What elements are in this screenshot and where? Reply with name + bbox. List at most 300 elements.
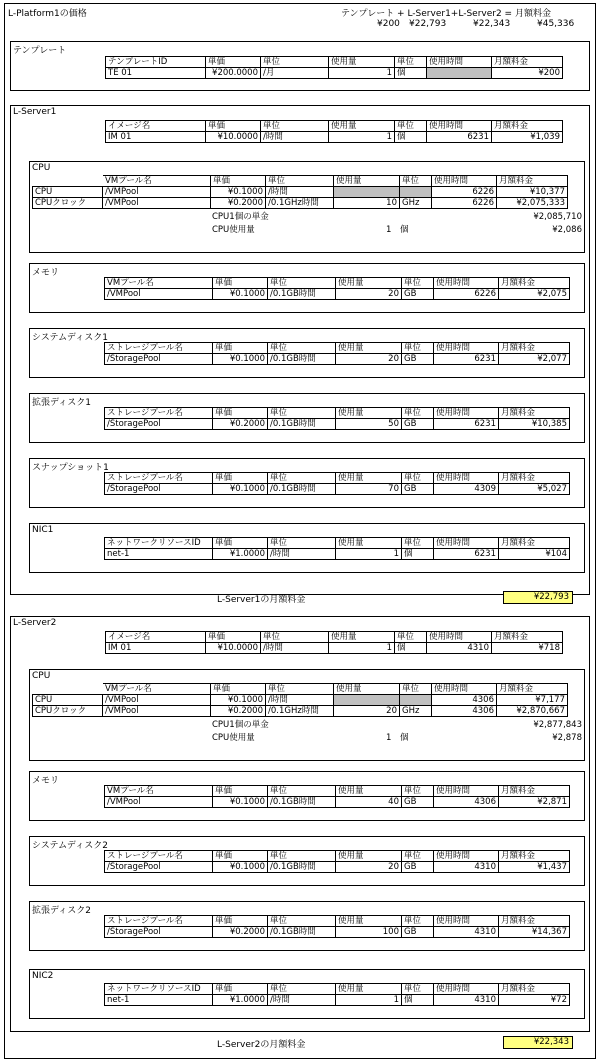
cell: ¥200.0000 [206,68,261,79]
cell [33,684,103,695]
col-header: 月額料金 [492,121,563,132]
cell: /StoragePool [105,484,213,495]
cell: 6226 [434,289,499,300]
server2-cpu-block [29,669,585,761]
col-header: 単位 [395,57,427,68]
cell [400,695,432,706]
col-header: 単位 [400,176,432,187]
col-header: 単位 [402,538,434,549]
template-table [105,56,563,79]
cpu-unit-label: CPU1個の単金 [212,212,269,222]
col-header: 単位 [268,538,336,549]
col-header: テンプレートID [106,57,206,68]
server2-memory-table [104,785,570,808]
table-row [105,927,570,938]
cell: 4306 [432,695,497,706]
cell: ¥0.2000 [213,927,268,938]
col-header: VMプール名 [105,278,213,289]
table-header-row [105,786,570,797]
extdisk-label: 拡張ディスク2 [32,906,92,916]
col-header: 使用時間 [434,984,499,995]
server1-block [10,105,590,595]
cell: /0.1GB時間 [268,289,336,300]
cell: 個 [395,68,427,79]
server1-memory-table [104,277,570,300]
col-header: 月額料金 [499,851,570,862]
cell: net-1 [105,995,213,1006]
nic-label: NIC2 [32,971,54,981]
table-header-row [105,343,570,354]
cell: /0.1GB時間 [268,419,336,430]
cell: ¥10.0000 [206,132,261,143]
cell: /0.1GB時間 [268,354,336,365]
col-header: 単位 [400,684,432,695]
col-header: 単価 [213,984,268,995]
col-header: VMプール名 [103,176,211,187]
col-header: 使用時間 [432,176,497,187]
server2-sysdisk-table [104,850,570,873]
cell: ¥0.1000 [211,695,266,706]
table-row [105,797,570,808]
server1-label: L-Server1 [13,107,57,117]
formula-label: テンプレート + L-Server1+L-Server2 = 月額料金 [341,9,551,19]
col-header: 単位 [402,916,434,927]
table-header-row [105,984,570,995]
cell: /時間 [266,695,334,706]
cell: ¥2,075 [499,289,570,300]
col-header: 単価 [213,408,268,419]
cpu-unit-label: CPU1個の単金 [212,720,269,730]
server1-sysdisk-block [29,328,585,378]
snapshot-label: スナップショット1 [32,463,109,473]
table-header-row [106,121,563,132]
cpu-unit-value: ¥2,877,843 [533,720,582,730]
cell: /StoragePool [105,419,213,430]
cell: 70 [336,484,402,495]
table-header-row [105,851,570,862]
cell: GB [402,484,434,495]
col-header: 単位 [268,851,336,862]
server2-cpu-table [32,683,568,717]
table-row [105,484,570,495]
cell: /時間 [266,187,334,198]
cell: ¥7,177 [497,695,568,706]
server1-snapshot-table [104,472,570,495]
table-row [105,549,570,560]
cell: 4310 [427,643,492,654]
cell: ¥0.1000 [211,187,266,198]
cpu-usage-count: 1 [386,225,392,235]
server1-extdisk-table [104,407,570,430]
col-header: 使用時間 [434,851,499,862]
cell: 個 [395,643,427,654]
col-header: 月額料金 [497,684,568,695]
cell: /月 [261,68,329,79]
cell: ¥10.0000 [206,643,261,654]
server2-block [10,616,590,1032]
cell: /StoragePool [105,862,213,873]
col-header: 使用時間 [434,408,499,419]
col-header: 使用量 [336,343,402,354]
extdisk-label: 拡張ディスク1 [32,398,92,408]
col-header: 使用量 [336,538,402,549]
cell: GB [402,354,434,365]
col-header: 単位 [402,851,434,862]
server1-image-table [105,120,563,143]
cell: 4310 [434,995,499,1006]
cell: 個 [402,549,434,560]
cpu-usage-value: ¥2,086 [552,225,582,235]
cell: 1 [329,132,395,143]
col-header: 使用時間 [427,121,492,132]
table-header-row [105,278,570,289]
col-header: 月額料金 [492,57,563,68]
cell: 40 [336,797,402,808]
table-row [105,354,570,365]
cell: ¥0.2000 [211,198,266,209]
table-row [105,862,570,873]
col-header: 単価 [213,786,268,797]
col-header: 使用量 [336,786,402,797]
col-header: 単価 [213,343,268,354]
col-header: 単価 [213,916,268,927]
formula-server2-value: ¥22,343 [473,19,511,29]
col-header: 月額料金 [499,538,570,549]
server2-sysdisk-block [29,836,585,886]
server1-snapshot-block [29,458,585,508]
total-formula [341,6,591,31]
cell: net-1 [105,549,213,560]
cell: /時間 [268,995,336,1006]
cell: /0.1GHz時間 [266,706,334,717]
server1-nic-table [104,537,570,560]
cell: ¥1.0000 [213,995,268,1006]
col-header: 単位 [268,984,336,995]
cell: 50 [336,419,402,430]
table-row [106,643,563,654]
col-header: ストレージプール名 [105,343,213,354]
col-header: 単価 [213,538,268,549]
cell [334,695,400,706]
col-header: 単位 [261,57,329,68]
server1-cpu-table [32,175,568,209]
col-header: 月額料金 [499,984,570,995]
col-header: 使用時間 [427,57,492,68]
cell: ¥1.0000 [213,549,268,560]
cell: 20 [336,289,402,300]
server2-total-value: ¥22,343 [503,1036,573,1049]
cpu-usage-row [30,733,586,744]
cell [33,176,103,187]
server2-nic-block [29,969,585,1019]
cell: ¥10,385 [499,419,570,430]
cell: 6231 [434,419,499,430]
col-header: ストレージプール名 [105,916,213,927]
col-header: ストレージプール名 [105,473,213,484]
col-header: 使用量 [329,57,395,68]
col-header: 単位 [268,473,336,484]
memory-label: メモリ [32,776,60,786]
col-header: 使用時間 [434,473,499,484]
server2-nic-table [104,983,570,1006]
cell: ¥72 [499,995,570,1006]
cell: TE 01 [106,68,206,79]
col-header: 使用量 [336,984,402,995]
table-row [106,132,563,143]
server1-nic-block [29,523,585,573]
cell: /VMPool [103,706,211,717]
col-header: 単位 [268,278,336,289]
formula-values [341,19,591,31]
cpu-usage-label: CPU使用量 [212,225,255,235]
cpu-usage-label: CPU使用量 [212,733,255,743]
table-header-row [33,684,568,695]
cell: /VMPool [105,797,213,808]
cell: /時間 [268,549,336,560]
server2-memory-block [29,771,585,821]
cell: 6231 [434,549,499,560]
cell: /0.1GB時間 [268,484,336,495]
col-header: 単価 [213,278,268,289]
col-header: 単位 [261,632,329,643]
col-header: 単位 [266,176,334,187]
table-row [105,995,570,1006]
table-row [105,419,570,430]
server1-total-row [5,591,597,605]
col-header: 単価 [213,473,268,484]
table-row [33,695,568,706]
cell: ¥2,870,667 [497,706,568,717]
col-header: 単位 [266,684,334,695]
cell: GB [402,797,434,808]
table-header-row [106,57,563,68]
template-block [10,41,590,91]
cell: /0.1GB時間 [268,797,336,808]
col-header: 使用時間 [434,538,499,549]
col-header: 単位 [268,408,336,419]
cell: GB [402,862,434,873]
col-header: 単位 [395,632,427,643]
cell: 1 [329,643,395,654]
col-header: 単位 [402,408,434,419]
col-header: 単位 [402,984,434,995]
cell: ¥0.1000 [213,484,268,495]
col-header: 単価 [206,632,261,643]
server2-total-label: L-Server2の月額料金 [217,1040,306,1050]
cell: /VMPool [105,289,213,300]
server2-extdisk-block [29,901,585,951]
cell: CPU [33,187,103,198]
cell: CPUクロック [33,706,103,717]
table-row [33,706,568,717]
col-header: ネットワークリソースID [105,984,213,995]
col-header: 使用時間 [434,786,499,797]
cell: /時間 [261,643,329,654]
table-header-row [33,176,568,187]
cell: ¥2,075,333 [497,198,568,209]
cell: 20 [334,706,400,717]
col-header: 使用時間 [434,278,499,289]
cell: ¥2,077 [499,354,570,365]
col-header: 月額料金 [499,473,570,484]
table-header-row [105,538,570,549]
cell: CPU [33,695,103,706]
cell: GB [402,289,434,300]
table-header-row [105,916,570,927]
cell: /0.1GB時間 [268,862,336,873]
cpu-unit-row [30,212,586,223]
cell: ¥104 [499,549,570,560]
cell: GHz [400,198,432,209]
cell: ¥718 [492,643,563,654]
cpu-label: CPU [32,163,51,173]
col-header: 単位 [402,278,434,289]
cell: /0.1GB時間 [268,927,336,938]
col-header: 使用量 [334,176,400,187]
col-header: VMプール名 [103,684,211,695]
cpu-unit-value: ¥2,085,710 [533,212,582,222]
cell [400,187,432,198]
col-header: 使用量 [336,916,402,927]
cell: 4306 [432,706,497,717]
col-header: 使用量 [336,473,402,484]
col-header: 単価 [213,851,268,862]
col-header: 使用時間 [434,343,499,354]
col-header: 月額料金 [499,408,570,419]
cpu-usage-count: 1 [386,733,392,743]
cell: 個 [402,995,434,1006]
col-header: 月額料金 [499,916,570,927]
col-header: 単位 [268,916,336,927]
cpu-usage-row [30,225,586,236]
formula-server1-value: ¥22,793 [409,19,447,29]
col-header: 単位 [402,343,434,354]
cell: ¥0.2000 [213,419,268,430]
cpu-usage-unit: 個 [400,225,409,235]
cell: ¥0.1000 [213,862,268,873]
template-label: テンプレート [13,46,67,56]
col-header: 月額料金 [497,176,568,187]
col-header: 単位 [395,121,427,132]
cell: ¥1,437 [499,862,570,873]
server1-sysdisk-table [104,342,570,365]
cell: 1 [336,995,402,1006]
col-header: 使用量 [336,278,402,289]
cell: 6226 [432,187,497,198]
col-header: 単位 [268,343,336,354]
server1-total-value: ¥22,793 [503,591,573,604]
server2-total-row [5,1036,597,1050]
col-header: 月額料金 [499,278,570,289]
col-header: ストレージプール名 [105,851,213,862]
cell: /StoragePool [105,927,213,938]
col-header: 使用量 [336,408,402,419]
cell: 4310 [434,927,499,938]
cell: ¥0.1000 [213,797,268,808]
col-header: 使用時間 [434,916,499,927]
cell: ¥10,377 [497,187,568,198]
col-header: 使用量 [334,684,400,695]
table-header-row [106,632,563,643]
col-header: ストレージプール名 [105,408,213,419]
col-header: 月額料金 [492,632,563,643]
server1-extdisk-block [29,393,585,443]
cell: GB [402,419,434,430]
col-header: 単位 [402,786,434,797]
cell: ¥200 [492,68,563,79]
cell: 6231 [434,354,499,365]
cell: 20 [336,862,402,873]
col-header: 月額料金 [499,786,570,797]
col-header: ネットワークリソースID [105,538,213,549]
cell [334,187,400,198]
table-header-row [105,473,570,484]
cell: /VMPool [103,198,211,209]
cell: 1 [329,68,395,79]
sysdisk-label: システムディスク1 [32,333,108,343]
cell: ¥0.1000 [213,354,268,365]
cell: 10 [334,198,400,209]
cell: GB [402,927,434,938]
cell: 4310 [434,862,499,873]
cell: ¥0.2000 [211,706,266,717]
cell: ¥14,367 [499,927,570,938]
col-header: 単位 [261,121,329,132]
col-header: 単価 [211,176,266,187]
price-sheet [4,3,596,1059]
cell: /StoragePool [105,354,213,365]
cell: IM 01 [106,643,206,654]
col-header: 単価 [206,57,261,68]
cell: IM 01 [106,132,206,143]
cell: ¥2,871 [499,797,570,808]
page-title: L-Platform1の価格 [8,9,87,19]
cell: /時間 [261,132,329,143]
cell: CPUクロック [33,198,103,209]
col-header: 使用量 [336,851,402,862]
table-row [33,187,568,198]
col-header: VMプール名 [105,786,213,797]
cell: 6231 [427,132,492,143]
cpu-usage-unit: 個 [400,733,409,743]
col-header: 使用量 [329,632,395,643]
nic-label: NIC1 [32,525,54,535]
server2-image-table [105,631,563,654]
cpu-unit-row [30,720,586,731]
col-header: 使用時間 [427,632,492,643]
table-row [105,289,570,300]
cell: ¥1,039 [492,132,563,143]
cell: ¥0.1000 [213,289,268,300]
cell: /VMPool [103,187,211,198]
sysdisk-label: システムディスク2 [32,841,108,851]
table-header-row [105,408,570,419]
cell: /VMPool [103,695,211,706]
cpu-usage-value: ¥2,878 [552,733,582,743]
cell: 20 [336,354,402,365]
server1-memory-block [29,263,585,313]
server1-cpu-block [29,161,585,253]
cell: /0.1GHz時間 [266,198,334,209]
col-header: 単価 [206,121,261,132]
col-header: イメージ名 [106,121,206,132]
table-row [33,198,568,209]
col-header: 単位 [402,473,434,484]
table-row [106,68,563,79]
formula-template-value: ¥200 [377,19,400,29]
server1-total-label: L-Server1の月額料金 [217,595,306,605]
cell [427,68,492,79]
